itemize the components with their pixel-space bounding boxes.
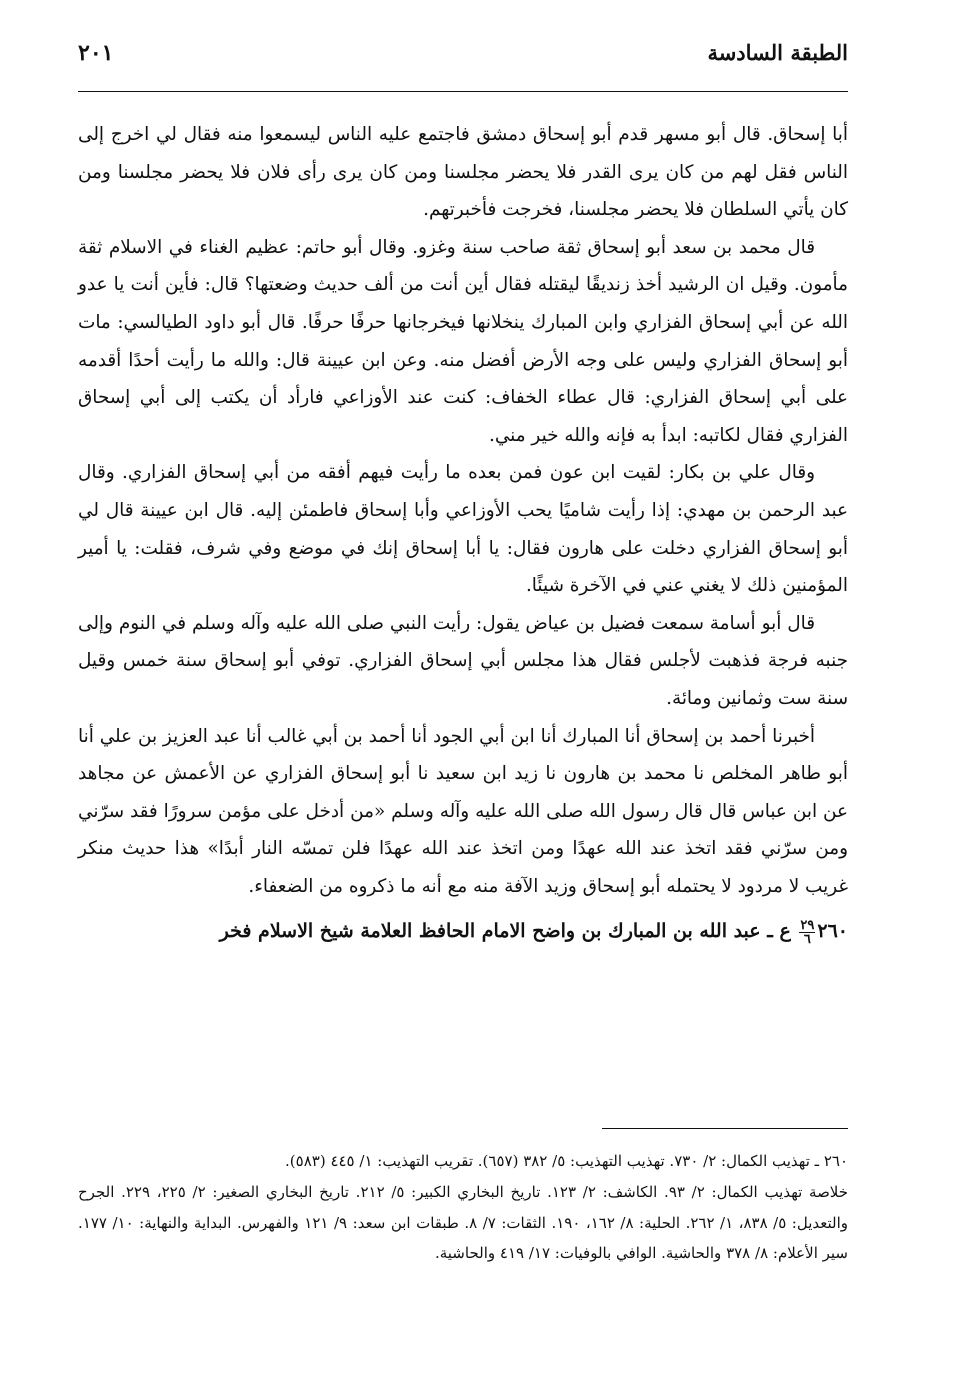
footnotes xyxy=(78,1146,848,1269)
running-head xyxy=(78,32,848,88)
paragraph: أخبرنا أحمد بن إسحاق أنا المبارك أنا ابن أبي الجود أنا أحمد بن أبي غالب أنا عبد العزيز بن علي أنا أبو طاهر المخلص نا محمد بن هارون نا زيد ابن سعيد نا أبو إسحاق الفزاري عن الأعمش عن مجاهد عن ابن عباس قال قال رسول الله صلى الله عليه وآله وسلم «من أدخل على مؤمن سرورًا فقد سرّني ومن سرّني فقد اتخذ عند الله عهدًا ومن اتخذ عند الله عهدًا فلن تمسّه النار أبدًا» هذا حديث منكر غريب لا مردود لا يحتمله أبو إسحاق وزيد الآفة منه مع أنه ما ذكروه من الضعفاء. xyxy=(78,725,848,897)
page-number: ٢٠١ xyxy=(78,40,114,66)
header-rule xyxy=(78,91,848,92)
body-text xyxy=(78,116,848,951)
running-title: الطبقة السادسة xyxy=(707,40,848,65)
paragraph: قال أبو أسامة سمعت فضيل بن عياض يقول: رأيت النبي صلى الله عليه وآله وسلم في النوم وإلى جنبه فرجة فذهبت لأجلس فقال هذا مجلس أبي إسحاق الفزاري. توفي أبو إسحاق سنة خمس وقيل سنة ست وثمانين ومائة. xyxy=(78,612,848,709)
paragraph: أبا إسحاق. قال أبو مسهر قدم أبو إسحاق دمشق فاجتمع عليه الناس ليسمعوا منه فقال لي اخرج إلى الناس فقل لهم من كان يرى القدر فلا يحضر مجلسنا ومن كان يرى رأى فلان فلا يحضر مجلسنا ومن كان يأتي السلطان فلا يحضر مجلسنا، فخرجت فأخبرتهم. xyxy=(78,124,848,221)
footnote-rule xyxy=(602,1128,848,1129)
entry-mark: ع xyxy=(779,920,791,943)
entry-number: ٢٦٠ xyxy=(817,920,848,943)
fraction-bottom: ٦ xyxy=(803,931,811,947)
entry-heading xyxy=(78,911,848,951)
entry-text: ـ عبد الله بن المبارك بن واضح الامام الحافظ العلامة شيخ الاسلام فخر xyxy=(219,920,773,943)
paragraph: قال محمد بن سعد أبو إسحاق ثقة صاحب سنة وغزو. وقال أبو حاتم: عظيم الغناء في الاسلام ثقة مأمون. وقيل ان الرشيد أخذ زنديقًا ليقتله فقال أين أنت من ألف حديث وضعتها؟ قال: فأين أنت يا عدو الله عن أبي إسحاق الفزاري وابن المبارك ينخلانها فيخرجانها حرفًا حرفًا. قال أبو داود الطيالسي: مات أبو إسحاق الفزاري وليس على وجه الأرض أفضل منه. وعن ابن عيينة قال: والله ما رأيت أحدًا أقدمه على أبي إسحاق الفزاري: قال عطاء الخفاف: كنت عند الأوزاعي فارأد أن يكتب إلى أبي إسحاق الفزاري فقال لكاتبه: ابدأ به فإنه والله خير مني. xyxy=(78,236,848,446)
footnote: خلاصة تهذيب الكمال: ٢/ ٩٣. الكاشف: ٢/ ١٢٣. تاريخ البخاري الكبير: ٥/ ٢١٢. تاريخ البخاري الصغير: ٢/ ٢٢٥، ٢٢٩. الجرح والتعديل: ٥/ ٨٣٨، ١/ ٢٦٢. الحلية: ٨/ ١٦٢، ١٩٠. الثقات: ٧/ ٨. طبقات ابن سعد: ٩/ ١٢١ والفهرس. البداية والنهاية: ١٠/ ١٧٧. سير الأعلام: ٨/ ٣٧٨ والحاشية. الوافي بالوفيات: ١٧/ ٤١٩ والحاشية. xyxy=(78,1182,849,1263)
fraction-top: ٢٩ xyxy=(800,917,815,933)
paragraph: وقال علي بن بكار: لقيت ابن عون فمن بعده ما رأيت فيهم أفقه من أبي إسحاق الفزاري. وقال عبد الرحمن بن مهدي: إذا رأيت شاميًا يحب الأوزاعي وأبا إسحاق فاطمئن إليه. قال ابن عيينة قال لي أبو إسحاق الفزاري دخلت على هارون فقال: يا أبا إسحاق إنك في موضع وفي شرف، فقلت: يا أمير المؤمنين ذلك لا يغني عني في الآخرة شيئًا. xyxy=(78,462,848,597)
entry-fraction xyxy=(799,919,815,946)
footnote: ٢٦٠ ـ تهذيب الكمال: ٢/ ٧٣٠. تهذيب التهذيب: ٥/ ٣٨٢ (٦٥٧). تقريب التهذيب: ١/ ٤٤٥ (٥٨٣). xyxy=(285,1152,848,1170)
book-page xyxy=(78,32,848,1362)
